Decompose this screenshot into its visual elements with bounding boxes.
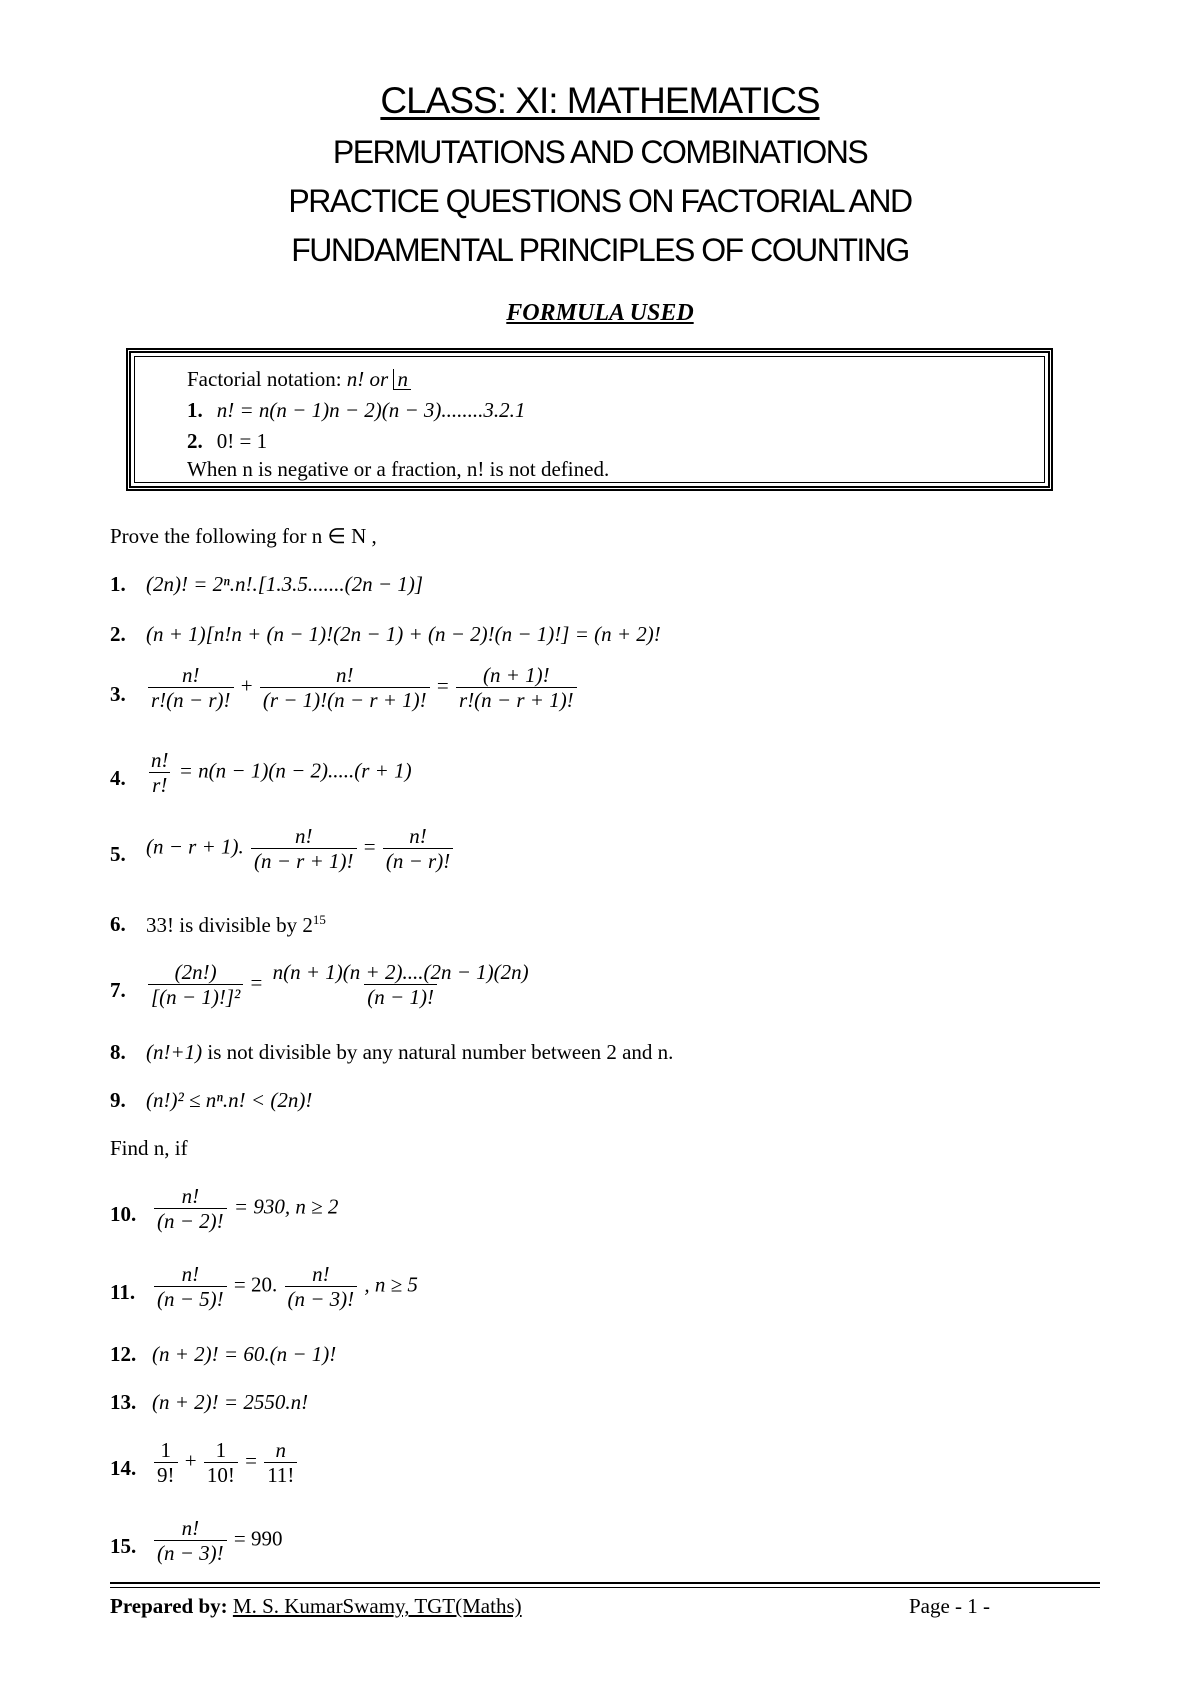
- question-15-expression: $\frac{n!}{(n - 3)!}$ = 990: [152, 1516, 283, 1565]
- question-10-expression: $\frac{n!}{(n - 2)!}$ = 930, n ≥ 2: [152, 1184, 338, 1233]
- question-7-expression: $\frac{(2n!)}{\text{[(n − 1)!]²}}$ = $\frac{n(n + 1)(n + 2)....(2n - 1)(2n)}{(n - 1)!}$: [146, 960, 534, 1009]
- fraction: $\frac{n!}{(n - r + 1)!}$: [251, 824, 357, 873]
- page-title: CLASS: XI: MATHEMATICS: [380, 80, 820, 121]
- find-intro: Find n, if: [110, 1136, 188, 1160]
- fraction: $\frac{n(n + 1)(n + 2)....(2n - 1)(2n)}{(n - 1)!}$: [272, 960, 529, 1009]
- factorial-notation: Factorial notation: n! or n: [187, 367, 411, 392]
- fraction: $\frac{n}{11!}$: [264, 1438, 297, 1487]
- fraction: $\frac{n!}{r!(n - r)!}$: [148, 663, 234, 712]
- fraction: $\frac{n!}{(n - 3)!}$: [154, 1516, 227, 1565]
- factorial-symbol: n: [393, 369, 411, 390]
- question-9-expression: (n!)² ≤ nⁿ.n! < (2n)!: [146, 1088, 313, 1112]
- question-number: 14.: [110, 1456, 137, 1480]
- fraction: $\frac{n!}{(n - 2)!}$: [154, 1184, 227, 1233]
- formula-heading: FORMULA USED: [506, 300, 694, 326]
- question-number: 3.: [110, 682, 126, 706]
- question-3-expression: $\frac{n!}{r!(n - r)!}$ + $\frac{n!}{(r - 1)!(n - r + 1)!}$ = $\frac{(n + 1)!}{r!(n - r + 1)!}$: [146, 663, 579, 712]
- footer-rule: [110, 1582, 1100, 1584]
- formula-box: [126, 348, 1053, 491]
- question-number: 10.: [110, 1202, 137, 1226]
- footer-author: Prepared by: M. S. KumarSwamy, TGT(Maths): [110, 1594, 522, 1618]
- question-1-expression: (2n)! = 2ⁿ.n!.[1.3.5.......(2n − 1)]: [146, 572, 424, 596]
- question-number: 4.: [110, 766, 126, 790]
- question-8-expression: (n!+1) is not divisible by any natural number between 2 and n.: [146, 1040, 674, 1064]
- fraction: $\frac{1}{10!}$: [204, 1438, 238, 1487]
- fraction: $\frac{(n + 1)!}{r!(n - r + 1)!}$: [456, 663, 577, 712]
- question-4-expression: $\frac{n!}{r!}$ = n(n − 1)(n − 2).....(r + 1): [146, 748, 412, 797]
- question-5-expression: (n − r + 1). $\frac{n!}{(n - r + 1)!}$ = $\frac{n!}{(n - r)!}$: [146, 824, 455, 873]
- question-11-expression: $\frac{n!}{(n - 5)!}$ = 20. $\frac{n!}{(n - 3)!}$ , n ≥ 5: [152, 1262, 418, 1311]
- question-number: 12.: [110, 1342, 137, 1366]
- subtitle-line-1: PERMUTATIONS AND COMBINATIONS: [332, 134, 868, 170]
- question-2-expression: (n + 1)[n!n + (n − 1)!(2n − 1) + (n − 2)!(n − 1)!] = (n + 2)!: [146, 622, 661, 646]
- question-number: 5.: [110, 842, 126, 866]
- fraction: $\frac{n!}{r!}$: [151, 748, 169, 797]
- question-number: 13.: [110, 1390, 137, 1414]
- fraction: $\frac{n!}{(n - 5)!}$: [154, 1262, 227, 1311]
- prove-intro: Prove the following for n ∈ N ,: [110, 524, 377, 548]
- page-number: Page - 1 -: [908, 1594, 990, 1618]
- question-number: 15.: [110, 1534, 137, 1558]
- footer-rule: [110, 1587, 1100, 1588]
- fraction: $\frac{(2n!)}{\text{[(n − 1)!]²}}$: [148, 960, 243, 1009]
- question-6-expression: 33! is divisible by $2^{15}$: [146, 912, 326, 937]
- formula-note: When n is negative or a fraction, n! is not defined.: [187, 457, 610, 481]
- formula-item-2: 2. 0! = 1: [187, 429, 268, 453]
- formula-item-1: 1. n! = n(n − 1)n − 2)(n − 3)........3.2.1: [187, 398, 526, 422]
- question-number: 1.: [110, 572, 126, 596]
- question-number: 6.: [110, 912, 126, 936]
- question-number: 7.: [110, 978, 126, 1002]
- fraction: $\frac{n!}{(n - 3)!}$: [285, 1262, 358, 1311]
- question-number: 2.: [110, 622, 126, 646]
- subtitle-line-2: PRACTICE QUESTIONS ON FACTORIAL AND: [288, 183, 912, 219]
- question-number: 8.: [110, 1040, 126, 1064]
- question-13-expression: (n + 2)! = 2550.n!: [152, 1390, 309, 1414]
- fraction: $\frac{n!}{(n - r)!}$: [383, 824, 453, 873]
- question-number: 9.: [110, 1088, 126, 1112]
- subtitle-line-3: FUNDAMENTAL PRINCIPLES OF COUNTING: [291, 232, 909, 268]
- question-14-expression: $\frac{1}{9!}$ + $\frac{1}{10!}$ = $\frac{n}{11!}$: [152, 1438, 299, 1487]
- fraction: $\frac{1}{9!}$: [154, 1438, 178, 1487]
- question-12-expression: (n + 2)! = 60.(n − 1)!: [152, 1342, 337, 1366]
- fraction: $\frac{n!}{(r - 1)!(n - r + 1)!}$: [260, 663, 430, 712]
- question-number: 11.: [110, 1280, 136, 1304]
